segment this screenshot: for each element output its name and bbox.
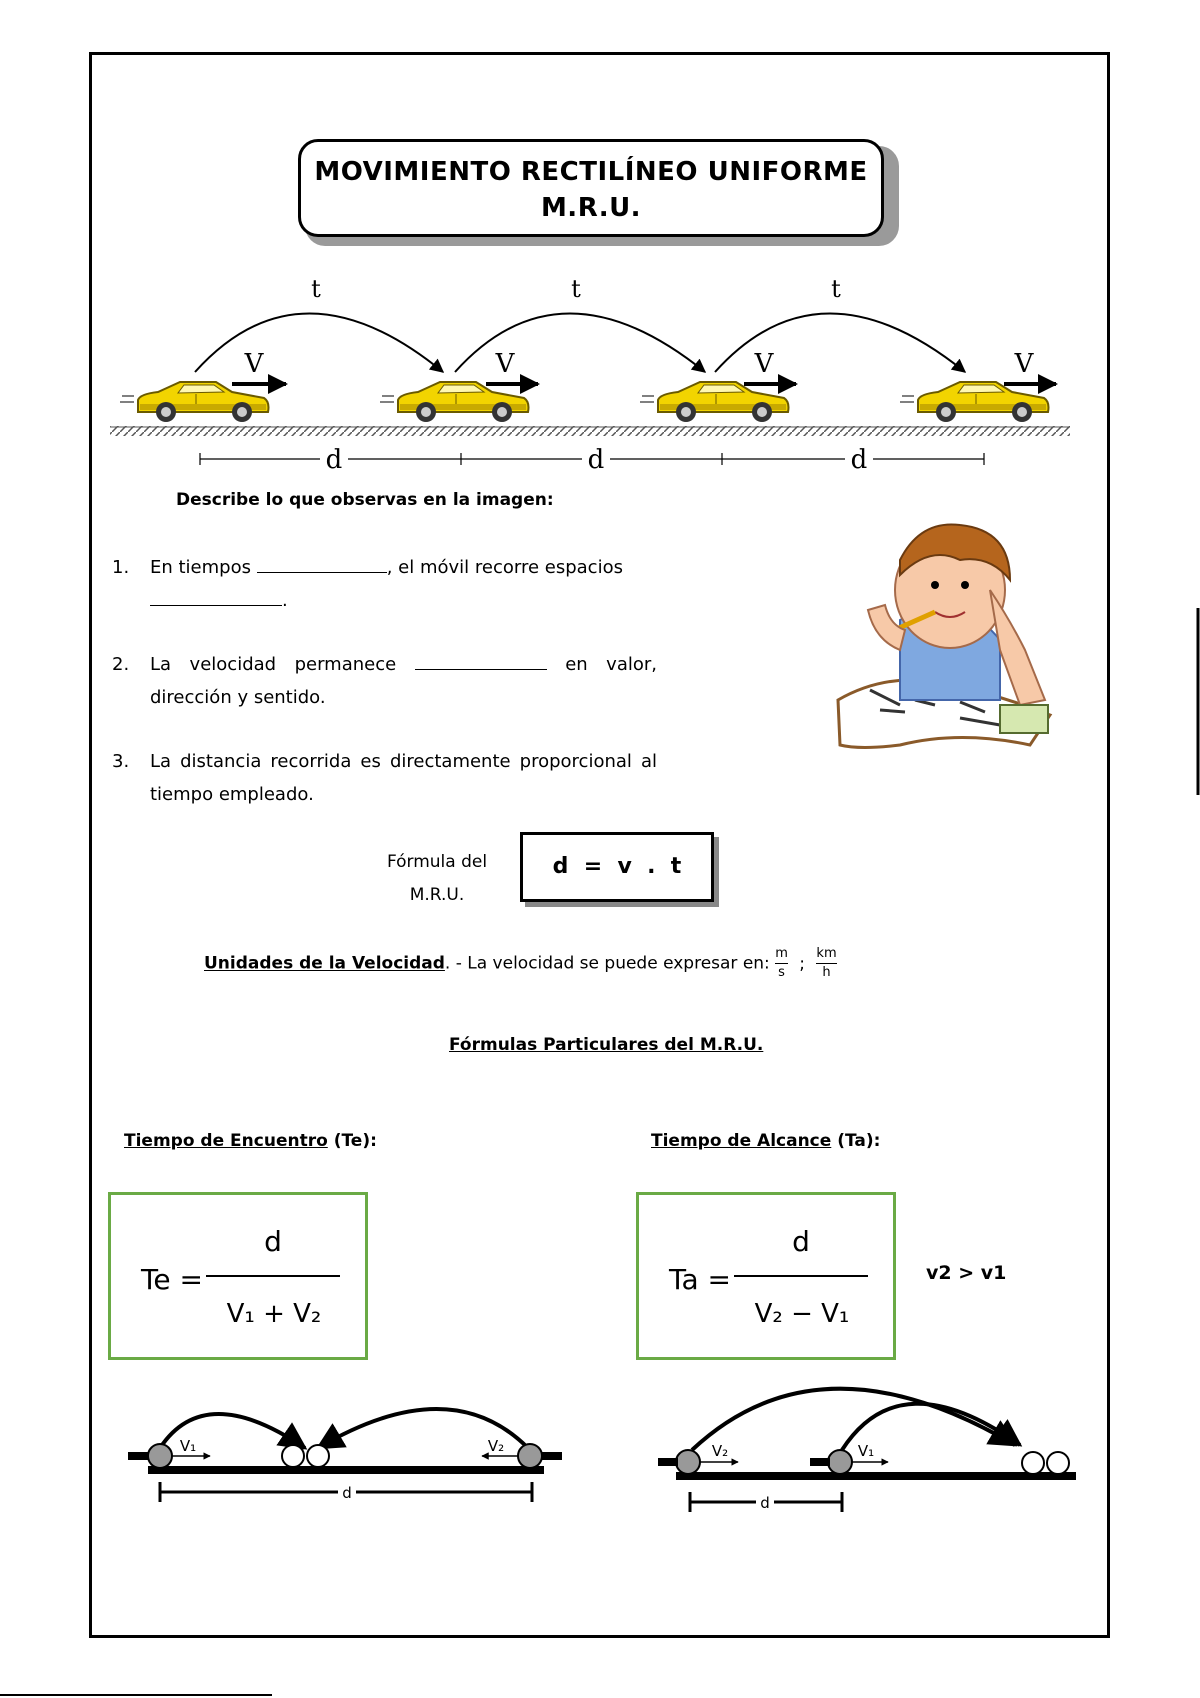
item1-text-a: En tiempos bbox=[150, 557, 251, 578]
alcance-fraction-bar bbox=[734, 1275, 868, 1277]
distance-label-3: d bbox=[850, 445, 868, 475]
velocity-label-3: V bbox=[754, 349, 774, 379]
time-arc-2 bbox=[455, 314, 705, 373]
prompt-text: Describe lo que observas en la imagen: bbox=[176, 490, 554, 510]
unit-ms: $\frac{m}{s}$ bbox=[775, 946, 788, 980]
item3-text: La distancia recorrida es directamente proporcional al tiempo empleado. bbox=[150, 751, 657, 805]
encuentro-numerator: d bbox=[264, 1225, 282, 1258]
alcance-heading: Tiempo de Alcance (Ta): bbox=[651, 1131, 881, 1151]
velocity-arrows bbox=[232, 349, 1056, 384]
blank-field-1[interactable] bbox=[257, 554, 387, 573]
time-label-1: t bbox=[311, 275, 321, 303]
units-line bbox=[204, 946, 837, 981]
velocity-label-4: V bbox=[1014, 349, 1034, 379]
list-item-1 bbox=[112, 551, 657, 617]
encuentro-denominator: V₁ + V₂ bbox=[226, 1299, 322, 1329]
car-2 bbox=[380, 382, 529, 422]
title-line1: MOVIMIENTO RECTILÍNEO UNIFORME bbox=[314, 157, 868, 187]
student-clipart bbox=[838, 524, 1050, 747]
units-text: . - La velocidad se puede expresar en: bbox=[444, 953, 770, 974]
item2-text-a: La velocidad permanece bbox=[150, 654, 397, 675]
item-number: 2. bbox=[112, 654, 130, 675]
item-number: 1. bbox=[112, 557, 130, 578]
item-number: 3. bbox=[112, 751, 130, 772]
encuentro-diagram bbox=[128, 1409, 562, 1502]
velocity-label-1: V bbox=[244, 349, 264, 379]
alcance-lhs: Ta = bbox=[669, 1263, 731, 1296]
car-1 bbox=[120, 382, 269, 422]
unit-kmh: $\frac{km}{h}$ bbox=[816, 946, 837, 980]
time-label-2: t bbox=[571, 275, 581, 303]
alcance-d-label: d bbox=[760, 1494, 770, 1512]
car-3 bbox=[640, 382, 789, 422]
units-separator: ; bbox=[799, 953, 806, 974]
formula-label bbox=[372, 846, 502, 912]
alcance-numerator: d bbox=[792, 1225, 810, 1258]
encuentro-fraction-bar bbox=[206, 1275, 340, 1277]
list-item-2 bbox=[112, 648, 657, 714]
distance-label-1: d bbox=[325, 445, 343, 475]
encuentro-formula-box bbox=[108, 1192, 368, 1360]
blank-field-2[interactable] bbox=[150, 587, 282, 606]
alcance-diagram bbox=[658, 1389, 1076, 1512]
alcance-v1-label: V₁ bbox=[857, 1442, 875, 1460]
encuentro-heading: Tiempo de Encuentro (Te): bbox=[124, 1131, 377, 1151]
title-line2: M.R.U. bbox=[540, 193, 642, 223]
time-arc-1 bbox=[195, 314, 443, 373]
formula-label-line2: M.R.U. bbox=[409, 885, 465, 905]
time-label-3: t bbox=[831, 275, 841, 303]
encuentro-d-label: d bbox=[342, 1484, 352, 1502]
distance-label-2: d bbox=[587, 445, 605, 475]
list-item-3 bbox=[112, 745, 657, 811]
formula-box bbox=[520, 832, 714, 902]
blank-field-3[interactable] bbox=[415, 651, 547, 670]
encuentro-v1-label: V₁ bbox=[179, 1437, 197, 1455]
velocity-label-2: V bbox=[495, 349, 515, 379]
alcance-condition: v2 > v1 bbox=[926, 1262, 1007, 1284]
car-4 bbox=[900, 382, 1049, 422]
particular-heading: Fórmulas Particulares del M.R.U. bbox=[449, 1035, 764, 1055]
formula-label-line1: Fórmula del bbox=[386, 852, 488, 872]
encuentro-lhs: Te = bbox=[141, 1263, 203, 1296]
alcance-denominator: V₂ − V₁ bbox=[754, 1299, 850, 1329]
formula-expression: d = v . t bbox=[552, 854, 682, 879]
units-heading: Unidades de la Velocidad bbox=[204, 953, 445, 974]
alcance-formula-box bbox=[636, 1192, 896, 1360]
item2-text-b: en valor, dirección y sentido. bbox=[150, 654, 657, 708]
item1-text-c: . bbox=[282, 590, 288, 611]
time-arc-3 bbox=[715, 314, 965, 373]
encuentro-v2-label: V₂ bbox=[487, 1437, 505, 1455]
item1-text-b: , el móvil recorre espacios bbox=[386, 557, 623, 578]
alcance-v2-label: V₂ bbox=[711, 1442, 729, 1460]
